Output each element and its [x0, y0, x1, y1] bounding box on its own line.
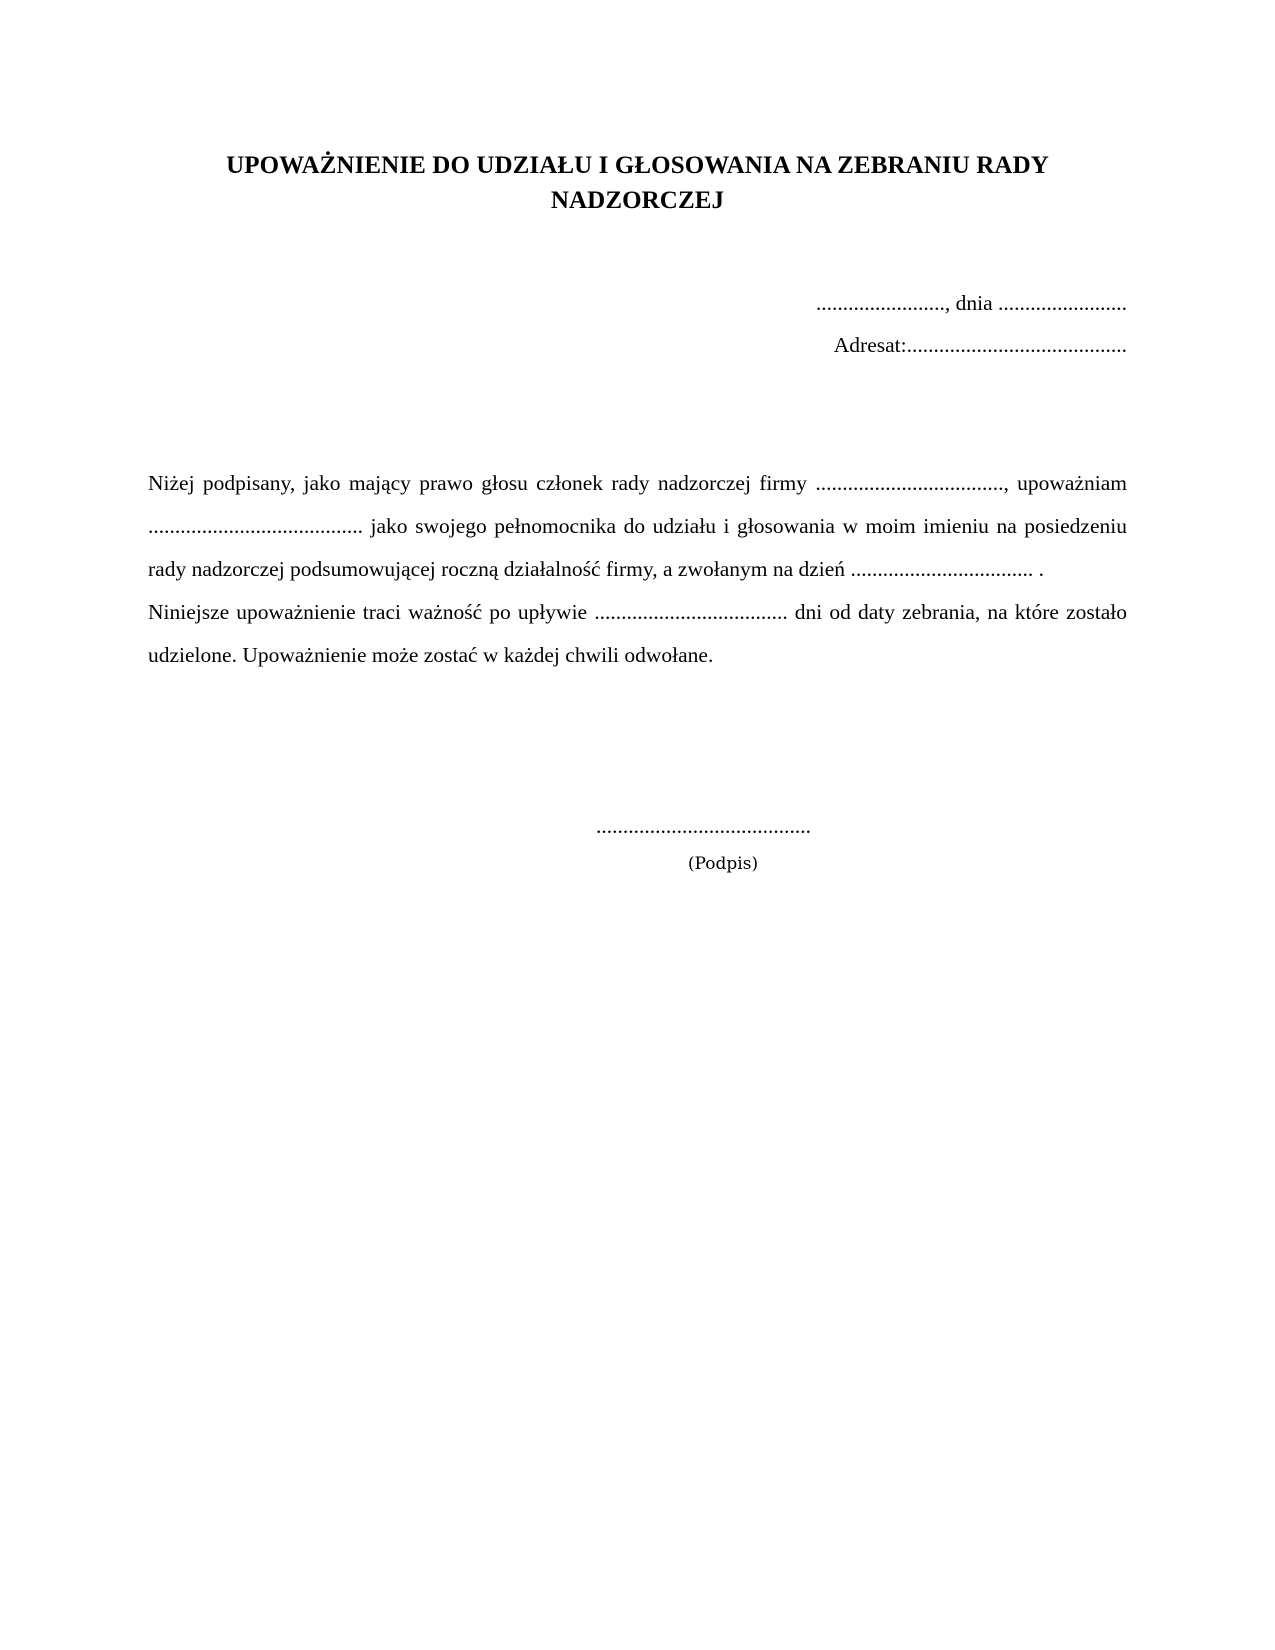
paragraph1-text-d: . [1033, 557, 1044, 581]
date-field[interactable]: ........................ [998, 291, 1127, 315]
paragraph1-text-a: Niżej podpisany, jako mający prawo głosu członek rady nadzorczej firmy [148, 471, 816, 495]
addressee-line [600, 330, 1127, 360]
paragraph2-text-b: dni od daty zebrania, na które zostało udzielone. Upoważnienie może zostać w każdej chwili odwołane. [148, 600, 1127, 667]
proxy-name-field[interactable]: ........................................ [148, 514, 363, 538]
place-field[interactable]: ........................ [815, 291, 945, 315]
title-line-2: NADZORCZEJ [550, 187, 725, 214]
page-title [148, 148, 1127, 218]
signature-field[interactable]: ........................................ [596, 814, 811, 838]
date-separator-label: , dnia [944, 291, 998, 315]
validity-paragraph [148, 591, 1127, 677]
signature-label: (Podpis) [687, 854, 759, 874]
authorization-body [148, 462, 1127, 677]
place-date-line [600, 288, 1127, 318]
addressee-field[interactable]: ......................................... [906, 333, 1127, 357]
authorization-paragraph [148, 462, 1127, 591]
company-name-field[interactable]: ................................... [815, 471, 1004, 495]
paragraph1-text-b: , upoważniam [1003, 471, 1128, 495]
addressee-label: Adresat: [833, 333, 907, 357]
paragraph1-text-c: jako swojego pełnomocnika do udziału i głosowania w moim imieniu na posiedzeniu rady nadzorczej podsumowującej roczną działalność firmy, a zwołanym na dzień [148, 514, 1127, 581]
validity-days-field[interactable]: .................................... [594, 600, 788, 624]
paragraph2-text-a: Niniejsze upoważnienie traci ważność po upływie [148, 600, 595, 624]
meeting-date-field[interactable]: .................................. [850, 557, 1034, 581]
title-line-1: UPOWAŻNIENIE DO UDZIAŁU I GŁOSOWANIA NA ZEBRANIU RADY [226, 152, 1049, 179]
